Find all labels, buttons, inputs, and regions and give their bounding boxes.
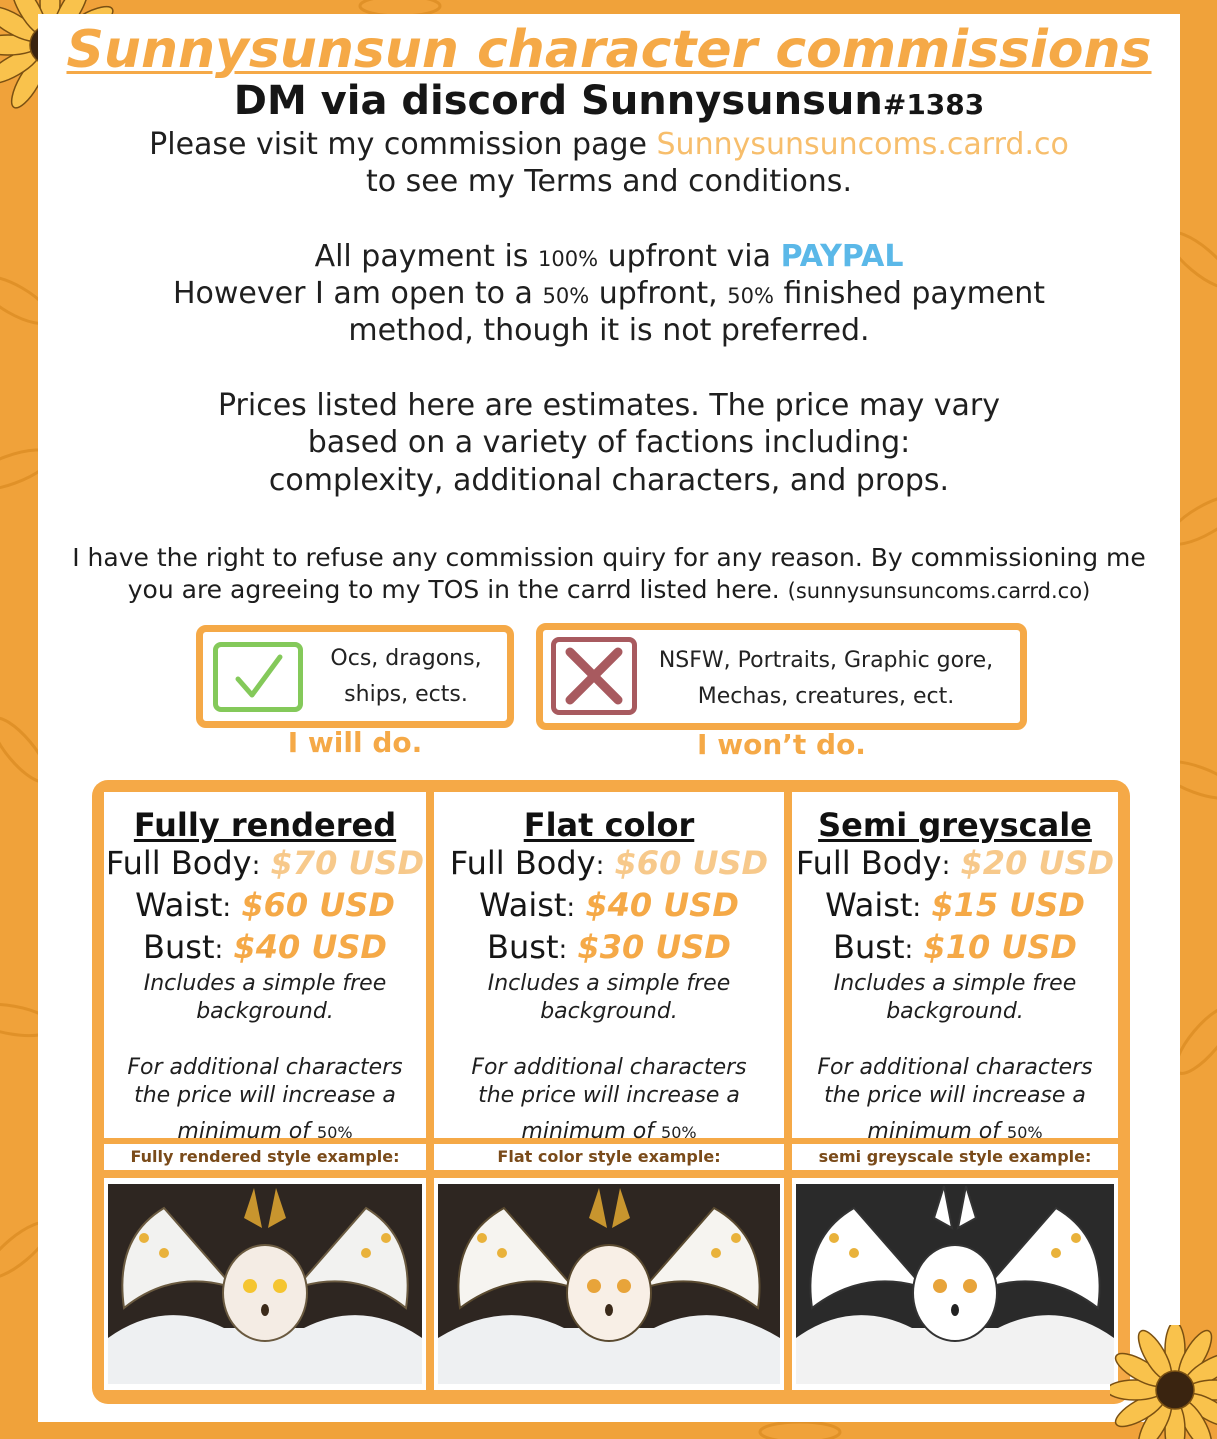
example-image-fully-rendered xyxy=(104,1178,426,1390)
price-value: $60 USD xyxy=(614,844,769,882)
terms-line: to see my Terms and conditions. xyxy=(366,164,852,199)
payment-text: However I am open to a xyxy=(172,276,533,311)
payment-line-2 xyxy=(38,275,1180,315)
price-full-body: Full Body: $20 USD xyxy=(795,844,1115,882)
payment-percent: 50% xyxy=(727,284,774,308)
price-label: Bust xyxy=(833,928,905,966)
discord-tag: #1383 xyxy=(882,88,985,121)
tier-column-semi-greyscale xyxy=(792,792,1118,1144)
note-text: minimum of xyxy=(177,1119,311,1144)
payment-percent: 100% xyxy=(537,247,599,271)
will-do-line-2: ships, ects. xyxy=(344,682,468,707)
price-bust: Bust: $40 USD xyxy=(143,928,387,966)
payment-percent: 50% xyxy=(542,284,590,308)
will-do-line-1: Ocs, dragons, xyxy=(330,646,482,671)
checkmark-icon xyxy=(213,642,303,712)
price-value: $10 USD xyxy=(923,928,1077,966)
visit-text: Please visit my commission page xyxy=(149,127,647,162)
price-label: Full Body xyxy=(449,844,596,882)
price-label: Waist xyxy=(825,886,913,924)
payment-text: upfront, xyxy=(598,276,718,311)
discord-name: DM via discord Sunnysunsun xyxy=(233,78,883,124)
carrd-link[interactable]: Sunnysunsuncoms.carrd.co xyxy=(656,127,1069,162)
discord-contact xyxy=(38,78,1180,124)
price-value: $40 USD xyxy=(233,928,387,966)
example-image-flat-color xyxy=(434,1178,784,1390)
note-line: For additional characters xyxy=(127,1055,403,1080)
price-full-body: Full Body: $60 USD xyxy=(449,844,769,882)
note-line: For additional characters xyxy=(471,1055,747,1080)
tier-name: Fully rendered xyxy=(133,806,397,844)
example-label-semi-greyscale: semi greyscale style example: xyxy=(792,1144,1118,1170)
note-percent: 50% xyxy=(317,1123,353,1142)
tos-text: you are agreeing to my TOS in the carrd listed here. xyxy=(127,575,780,604)
tier-column-fully-rendered xyxy=(104,792,426,1144)
estimate-line-3: complexity, additional characters, and props. xyxy=(268,463,950,498)
wont-do-text xyxy=(641,643,1011,715)
price-value: $70 USD xyxy=(270,844,425,882)
price-value: $15 USD xyxy=(931,886,1085,924)
estimate-line-2: based on a variety of factions including: xyxy=(307,425,911,460)
tier-name: Semi greyscale xyxy=(818,806,1092,844)
note-line: Includes a simple free xyxy=(833,971,1077,996)
price-label: Full Body xyxy=(795,844,942,882)
note-line: the price will increase a xyxy=(824,1083,1086,1108)
wont-do-line-2: Mechas, creatures, ect. xyxy=(697,684,955,709)
note-line: Includes a simple free xyxy=(143,971,387,996)
price-value: $60 USD xyxy=(241,886,395,924)
note-line: Includes a simple free xyxy=(487,971,731,996)
note-line: background. xyxy=(196,999,334,1024)
note-line: background. xyxy=(540,999,678,1024)
payment-line-3: method, though it is not preferred. xyxy=(348,313,870,348)
will-do-label: I will do. xyxy=(287,726,423,759)
example-image-semi-greyscale xyxy=(792,1178,1118,1390)
pricing-table xyxy=(92,780,1130,1404)
note-line: the price will increase a xyxy=(134,1083,396,1108)
note-percent: 50% xyxy=(1007,1123,1043,1142)
note-line xyxy=(104,1118,426,1147)
tos-line-1: I have the right to refuse any commission quiry for any reason. By commissioning me xyxy=(72,543,1146,572)
sunflower-icon xyxy=(1110,1325,1217,1439)
visit-line xyxy=(38,126,1180,163)
note-line xyxy=(792,1118,1118,1147)
wont-do-label: I won’t do. xyxy=(697,728,866,761)
price-full-body: Full Body: $70 USD xyxy=(105,844,425,882)
price-value: $40 USD xyxy=(585,886,739,924)
price-value: $30 USD xyxy=(577,928,731,966)
wont-do-line-1: NSFW, Portraits, Graphic gore, xyxy=(658,648,994,673)
payment-text: upfront via xyxy=(607,239,772,274)
note-line xyxy=(434,1118,784,1147)
price-value: $20 USD xyxy=(960,844,1115,882)
price-label: Bust xyxy=(487,928,559,966)
price-waist: Waist: $40 USD xyxy=(479,886,739,924)
estimate-line-1: Prices listed here are estimates. The price may vary xyxy=(217,388,1000,423)
tier-name: Flat color xyxy=(523,806,695,844)
note-text: minimum of xyxy=(521,1119,655,1144)
price-label: Bust xyxy=(143,928,215,966)
tos-notice xyxy=(38,542,1180,607)
tos-line-2 xyxy=(38,574,1180,607)
note-line: the price will increase a xyxy=(478,1083,740,1108)
wont-do-box xyxy=(536,623,1027,730)
price-waist: Waist: $15 USD xyxy=(825,886,1085,924)
payment-text: finished payment xyxy=(783,276,1046,311)
note-percent: 50% xyxy=(661,1123,697,1142)
cross-icon xyxy=(551,637,637,715)
commission-sheet xyxy=(38,14,1180,1422)
price-label: Waist xyxy=(479,886,567,924)
tos-link[interactable]: (sunnysunsuncoms.carrd.co) xyxy=(787,579,1091,603)
example-label-fully-rendered: Fully rendered style example: xyxy=(104,1144,426,1170)
payment-line-1 xyxy=(38,238,1180,278)
price-label: Waist xyxy=(135,886,223,924)
will-do-box xyxy=(196,625,514,728)
price-bust: Bust: $30 USD xyxy=(487,928,731,966)
tier-column-flat-color xyxy=(434,792,784,1144)
will-do-text xyxy=(311,641,501,713)
price-label: Full Body xyxy=(105,844,252,882)
price-bust: Bust: $10 USD xyxy=(833,928,1077,966)
page-title: Sunnysunsun character commissions xyxy=(66,20,1152,80)
example-label-flat-color: Flat color style example: xyxy=(434,1144,784,1170)
price-waist: Waist: $60 USD xyxy=(135,886,395,924)
note-line: For additional characters xyxy=(817,1055,1093,1080)
paypal-label: PAYPAL xyxy=(780,239,904,274)
payment-text: All payment is xyxy=(314,239,529,274)
note-text: minimum of xyxy=(867,1119,1001,1144)
note-line: background. xyxy=(886,999,1024,1024)
